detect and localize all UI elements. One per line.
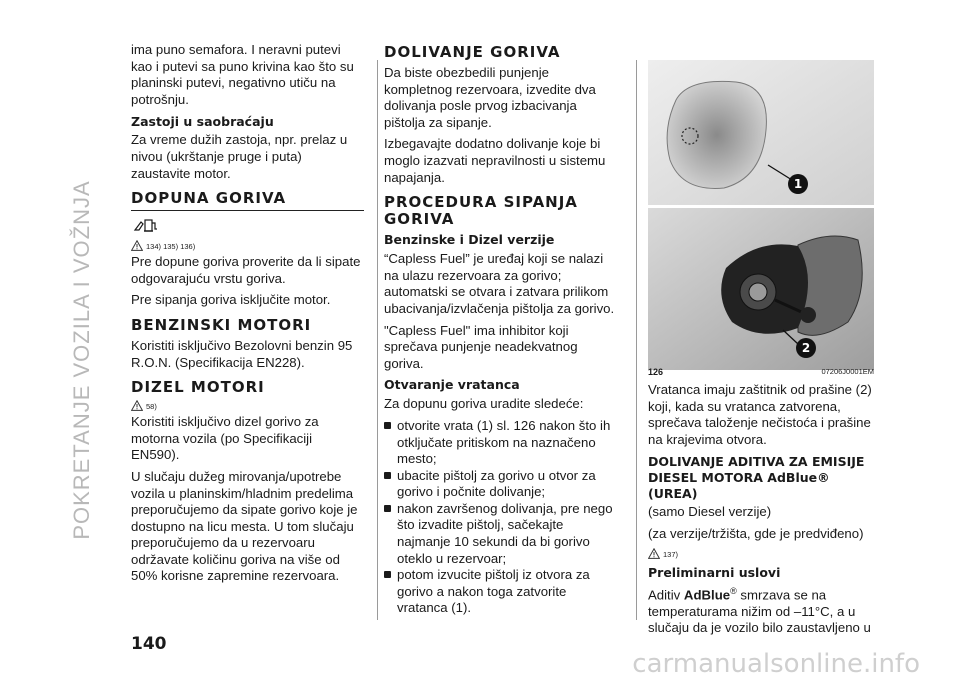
opening-intro: Za dopunu goriva uradite sledeće: — [384, 396, 584, 412]
warning-triangle-icon — [131, 240, 143, 251]
figure-fuel-flap — [648, 60, 874, 370]
bullet-square-icon — [384, 472, 391, 479]
warning-refs-refuel — [131, 240, 364, 251]
heading-refueling: DOPUNA GORIVA — [131, 190, 364, 211]
column-1 — [131, 42, 364, 590]
list-item — [384, 468, 617, 501]
prelim-text-b: smrzava se na temperaturama nižim od –11°C, a u slučaju da je vozilo bilo zaustavljeno u — [648, 586, 871, 636]
figure-number: 126 — [648, 367, 664, 377]
column-3 — [648, 382, 874, 642]
heading-refuel-procedure: PROCEDURA SIPANJA GORIVA — [384, 193, 578, 229]
diesel-paragraph-2: U slučaju dužeg mirovanja/upotrebe vozila u planinskim/hladnim predelima preporučujemo da sipate gorivo koje je dostupno na licu mesta. U tom slučaju preporučujemo da u rezervoaru održavate količinu goriva na više od 50% korisne zapremine rezervoara. — [131, 468, 358, 584]
adblue-paragraph-1: (samo Diesel verzije) — [648, 504, 772, 520]
heading-adblue: DOLIVANJE ADITIVA ZA EMISIJE DIESEL MOTORA AdBlue® (UREA) — [648, 454, 865, 502]
list-item — [384, 501, 617, 567]
heading-versions: Benzinske i Dizel verzije — [384, 232, 555, 248]
bullet-square-icon — [384, 505, 391, 512]
warning-triangle-icon — [131, 400, 143, 411]
bullet-square-icon — [384, 571, 391, 578]
watermark: carmanualsonline.info — [632, 649, 920, 679]
warning-refs-text: 58) — [146, 402, 157, 412]
petrol-paragraph: Koristiti isključivo Bezolovni benzin 95 R.O.N. (Specifikacija EN228). — [131, 337, 353, 370]
refuel-paragraph-1: Pre dopune goriva proverite da li sipate odgovarajuću vrstu goriva. — [131, 254, 361, 286]
adblue-paragraph-2: (za verzije/tržišta, gde je predviđeno) — [648, 525, 864, 541]
heading-preliminary-conditions: Preliminarni uslovi — [648, 564, 781, 580]
prelim-paragraph — [648, 583, 874, 637]
warning-triangle-icon — [648, 548, 660, 559]
fill-paragraph-2: Izbegavajte dodatno dolivanje koje bi moglo izazvati nepravilnosti u sistemu napajanja. — [384, 136, 606, 185]
heading-petrol-engines: BENZINSKI MOTORI — [131, 315, 312, 334]
dust-cover-paragraph: Vratanca imaju zaštitnik od prašine (2) koji, kada su vratanca zatvorena, sprečava taloženje nečistoća i prašine na krajevima otvora. — [648, 382, 872, 447]
fuel-pump-icon — [133, 217, 161, 236]
heading-topping-up: DOLIVANJE GORIVA — [384, 43, 561, 61]
column-2 — [384, 42, 617, 617]
list-item-text: otvorite vrata (1) sl. 126 nakon što ih otključate pritiskom na naznačeno mesto; — [397, 417, 611, 467]
figure-caption — [648, 367, 874, 377]
chapter-side-title: POKRETANJE VOZILA I VOŽNJA — [69, 180, 94, 540]
heading-opening-flap: Otvaranje vratanca — [384, 377, 520, 393]
column-divider — [636, 60, 637, 620]
warning-refs-diesel — [131, 400, 364, 411]
figure-code: 07206J0001EM — [821, 367, 874, 376]
fuel-flap-illustration — [648, 60, 874, 370]
versions-paragraph-1: “Capless Fuel” je uređaj koji se nalazi na ulazu rezervoara za gorivo; automatski se otvara i zatvara prilikom ubacivanja/izvlačenja pištolja za gorivo. — [384, 251, 615, 316]
list-item — [384, 418, 617, 468]
heading-traffic-jams: Zastoji u saobraćaju — [131, 114, 274, 130]
diesel-paragraph-1: Koristiti isključivo dizel gorivo za motorna vozila (po Specifikaciji EN590). — [131, 414, 319, 463]
page-number: 140 — [131, 634, 167, 654]
registered-mark: ® — [730, 585, 737, 596]
column-divider — [377, 60, 378, 620]
warning-refs-text: 134) 135) 136) — [146, 242, 196, 252]
list-item — [384, 567, 617, 617]
traffic-paragraph: Za vreme dužih zastoja, npr. prelaz u nivou (ukrštanje pruge i puta) zaustavite motor. — [131, 132, 348, 181]
callout-1: 1 — [793, 177, 803, 191]
versions-paragraph-2: "Capless Fuel" ima inhibitor koji sprečava punjenje neadekvatnog goriva. — [384, 322, 578, 371]
intro-paragraph: ima puno semafora. I neravni putevi kao i putevi sa puno krivina kao što su planinski putevi, negativno utiču na potrošnju. — [131, 42, 354, 107]
bullet-list — [384, 418, 617, 617]
bullet-square-icon — [384, 422, 391, 429]
list-item-text: ubacite pištolj za gorivo u otvor za gorivo i počnite dolivanje; — [397, 467, 596, 500]
adblue-brand: AdBlue — [683, 586, 731, 602]
callout-2: 2 — [801, 341, 811, 355]
list-item-text: potom izvucite pištolj iz otvora za gorivo a nakon toga zatvorite vratanca (1). — [397, 567, 590, 616]
refuel-paragraph-2: Pre sipanja goriva isključite motor. — [131, 292, 331, 308]
warning-refs-text: 137) — [663, 549, 679, 559]
warning-refs-adblue — [648, 548, 874, 559]
fill-paragraph-1: Da biste obezbedili punjenje kompletnog rezervoara, izvedite dva dolivanja posle prvog izbacivanja pištolja za sipanje. — [384, 65, 596, 130]
prelim-text-a: Aditiv — [648, 586, 684, 602]
list-item-text: nakon završenog dolivanja, pre nego što izvadite pištolj, sačekajte najmanje 10 sekundi da bi gorivo oteklo u rezervoar; — [397, 500, 613, 566]
heading-diesel-engines: DIZEL MOTORI — [131, 378, 265, 397]
